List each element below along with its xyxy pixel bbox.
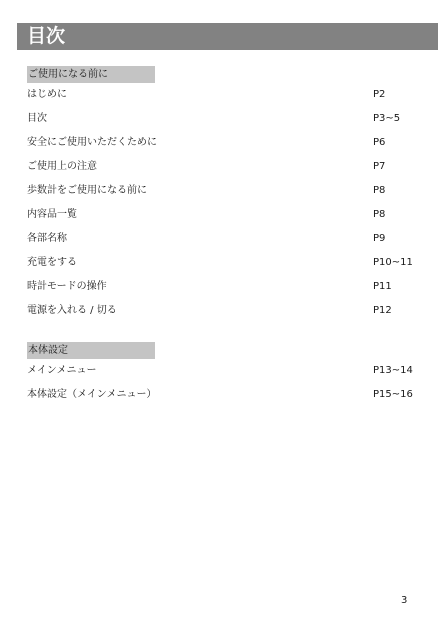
toc-page-ref: P2 <box>373 89 386 100</box>
toc-page-ref: P6 <box>373 137 386 148</box>
toc-page-ref: P13~14 <box>373 365 413 376</box>
toc-section-device-settings <box>27 342 427 407</box>
toc-row <box>27 83 427 107</box>
toc-row <box>27 359 427 383</box>
page-title-bar <box>17 23 438 50</box>
section-header: ご使用になる前に <box>27 66 155 83</box>
section-header: 本体設定 <box>27 342 155 359</box>
page-title: 目次 <box>27 25 66 47</box>
toc-label: 安全にご使用いただくために <box>27 137 157 148</box>
toc-row <box>27 107 427 131</box>
toc-row <box>27 251 427 275</box>
toc-row <box>27 299 427 323</box>
toc-label: 内容品一覧 <box>27 209 77 220</box>
page-number: 3 <box>401 595 408 606</box>
toc-page-ref: P9 <box>373 233 386 244</box>
toc-label: 時計モードの操作 <box>27 281 107 292</box>
toc-label: メインメニュー <box>27 365 97 376</box>
toc-row <box>27 227 427 251</box>
toc-label: はじめに <box>27 89 67 100</box>
toc-page-ref: P7 <box>373 161 386 172</box>
toc-section-before-use <box>27 66 427 323</box>
toc-row <box>27 203 427 227</box>
toc-page-ref: P10~11 <box>373 257 413 268</box>
toc-row <box>27 275 427 299</box>
toc-row <box>27 155 427 179</box>
toc-row <box>27 383 427 407</box>
toc-label: ご使用上の注意 <box>27 161 97 172</box>
toc-label: 電源を入れる / 切る <box>27 305 117 316</box>
toc-label: 歩数計をご使用になる前に <box>27 185 147 196</box>
toc-page-ref: P8 <box>373 185 386 196</box>
toc-label: 本体設定（メインメニュー） <box>27 389 157 400</box>
toc-page-ref: P15~16 <box>373 389 413 400</box>
toc-page-ref: P8 <box>373 209 386 220</box>
toc-page-ref: P12 <box>373 305 392 316</box>
toc-row <box>27 131 427 155</box>
toc-page-ref: P11 <box>373 281 392 292</box>
toc-label: 各部名称 <box>27 233 67 244</box>
toc-row <box>27 179 427 203</box>
toc-page-ref: P3~5 <box>373 113 401 124</box>
toc-label: 充電をする <box>27 257 77 268</box>
toc-label: 目次 <box>27 113 47 124</box>
